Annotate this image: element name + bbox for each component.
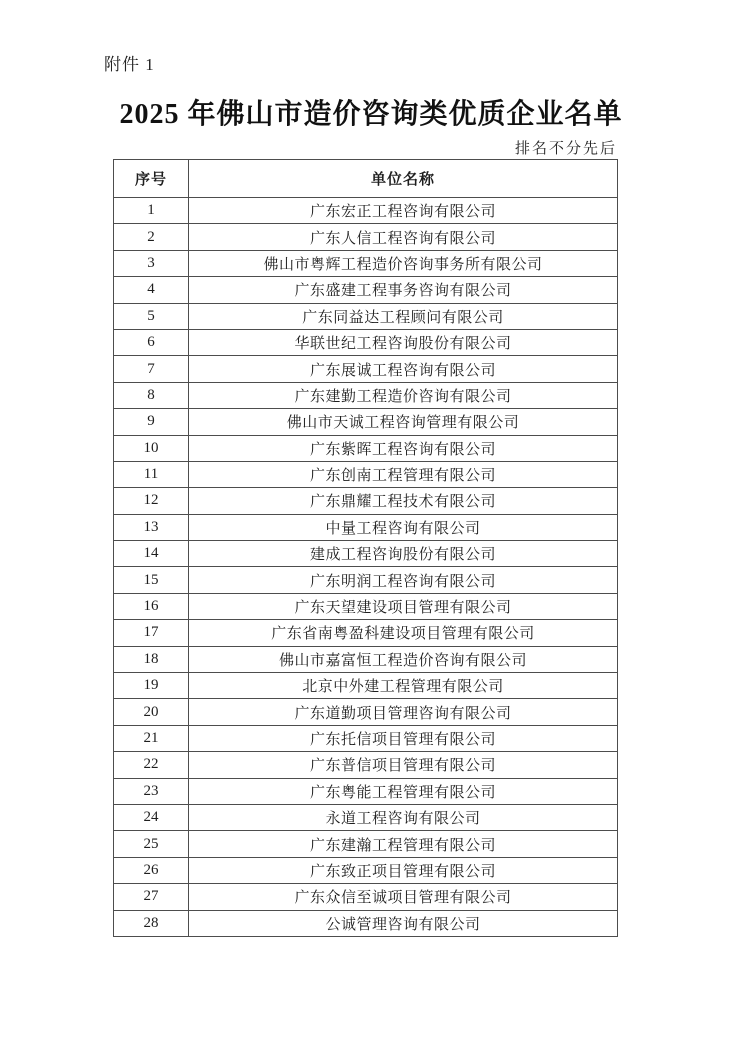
company-name-cell: 广东建勤工程造价咨询有限公司: [189, 382, 618, 408]
company-name-cell: 佛山市粤辉工程造价咨询事务所有限公司: [189, 250, 618, 276]
table-row: [114, 725, 618, 751]
row-number-cell: 5: [114, 303, 189, 329]
row-number-cell: 19: [114, 673, 189, 699]
table-row: [114, 673, 618, 699]
company-name-cell: 佛山市嘉富恒工程造价咨询有限公司: [189, 646, 618, 672]
company-name-cell: 建成工程咨询股份有限公司: [189, 541, 618, 567]
table-row: [114, 461, 618, 487]
table-row: [114, 198, 618, 224]
company-name-cell: 广东粤能工程管理有限公司: [189, 778, 618, 804]
company-name-cell: 公诚管理咨询有限公司: [189, 910, 618, 936]
row-number-cell: 6: [114, 329, 189, 355]
table-row: [114, 910, 618, 936]
table-row: [114, 224, 618, 250]
table-row: [114, 752, 618, 778]
row-number-cell: 13: [114, 514, 189, 540]
ranking-note: 排名不分先后: [514, 141, 617, 157]
attachment-label: 附件 1: [104, 55, 155, 74]
company-name-cell: 广东托信项目管理有限公司: [189, 725, 618, 751]
company-name-cell: 永道工程咨询有限公司: [189, 804, 618, 830]
row-number-cell: 24: [114, 804, 189, 830]
row-number-cell: 7: [114, 356, 189, 382]
table-row: [114, 804, 618, 830]
row-number-cell: 3: [114, 250, 189, 276]
company-name-cell: 广东人信工程咨询有限公司: [189, 224, 618, 250]
row-number-cell: 10: [114, 435, 189, 461]
table-row: [114, 699, 618, 725]
row-number-cell: 1: [114, 198, 189, 224]
row-number-cell: 12: [114, 488, 189, 514]
company-name-cell: 广东鼎耀工程技术有限公司: [189, 488, 618, 514]
row-number-cell: 18: [114, 646, 189, 672]
company-table-header: [114, 160, 618, 198]
company-name-cell: 广东宏正工程咨询有限公司: [189, 198, 618, 224]
company-name-cell: 广东同益达工程顾问有限公司: [189, 303, 618, 329]
row-number-cell: 15: [114, 567, 189, 593]
row-number-cell: 16: [114, 593, 189, 619]
header-cell-company-name: 单位名称: [189, 160, 618, 198]
table-row: [114, 514, 618, 540]
company-table: [113, 159, 618, 937]
table-row: [114, 409, 618, 435]
table-row: [114, 303, 618, 329]
table-row: [114, 646, 618, 672]
table-row: [114, 884, 618, 910]
row-number-cell: 26: [114, 857, 189, 883]
row-number-cell: 9: [114, 409, 189, 435]
company-name-cell: 华联世纪工程咨询股份有限公司: [189, 329, 618, 355]
row-number-cell: 17: [114, 620, 189, 646]
table-row: [114, 831, 618, 857]
company-name-cell: 广东众信至诚项目管理有限公司: [189, 884, 618, 910]
company-name-cell: 广东建瀚工程管理有限公司: [189, 831, 618, 857]
company-name-cell: 广东道勤项目管理咨询有限公司: [189, 699, 618, 725]
company-name-cell: 广东明润工程咨询有限公司: [189, 567, 618, 593]
company-name-cell: 佛山市天诚工程咨询管理有限公司: [189, 409, 618, 435]
row-number-cell: 28: [114, 910, 189, 936]
row-number-cell: 23: [114, 778, 189, 804]
table-row: [114, 541, 618, 567]
table-row: [114, 435, 618, 461]
table-row: [114, 356, 618, 382]
header-cell-number: 序号: [114, 160, 189, 198]
company-table-body: [114, 198, 618, 937]
table-row: [114, 620, 618, 646]
table-row: [114, 382, 618, 408]
row-number-cell: 8: [114, 382, 189, 408]
row-number-cell: 20: [114, 699, 189, 725]
table-row: [114, 778, 618, 804]
page-title: 2025 年佛山市造价咨询类优质企业名单: [119, 99, 623, 130]
table-row: [114, 277, 618, 303]
row-number-cell: 21: [114, 725, 189, 751]
table-row: [114, 488, 618, 514]
row-number-cell: 2: [114, 224, 189, 250]
table-row: [114, 250, 618, 276]
company-name-cell: 广东展诚工程咨询有限公司: [189, 356, 618, 382]
company-name-cell: 北京中外建工程管理有限公司: [189, 673, 618, 699]
company-name-cell: 广东创南工程管理有限公司: [189, 461, 618, 487]
company-name-cell: 中量工程咨询有限公司: [189, 514, 618, 540]
row-number-cell: 22: [114, 752, 189, 778]
company-name-cell: 广东紫晖工程咨询有限公司: [189, 435, 618, 461]
company-name-cell: 广东省南粤盈科建设项目管理有限公司: [189, 620, 618, 646]
row-number-cell: 11: [114, 461, 189, 487]
table-row: [114, 329, 618, 355]
company-name-cell: 广东普信项目管理有限公司: [189, 752, 618, 778]
company-name-cell: 广东致正项目管理有限公司: [189, 857, 618, 883]
company-name-cell: 广东天望建设项目管理有限公司: [189, 593, 618, 619]
row-number-cell: 27: [114, 884, 189, 910]
row-number-cell: 14: [114, 541, 189, 567]
table-row: [114, 593, 618, 619]
row-number-cell: 4: [114, 277, 189, 303]
table-row: [114, 857, 618, 883]
row-number-cell: 25: [114, 831, 189, 857]
header-row: [114, 160, 618, 198]
table-row: [114, 567, 618, 593]
company-name-cell: 广东盛建工程事务咨询有限公司: [189, 277, 618, 303]
